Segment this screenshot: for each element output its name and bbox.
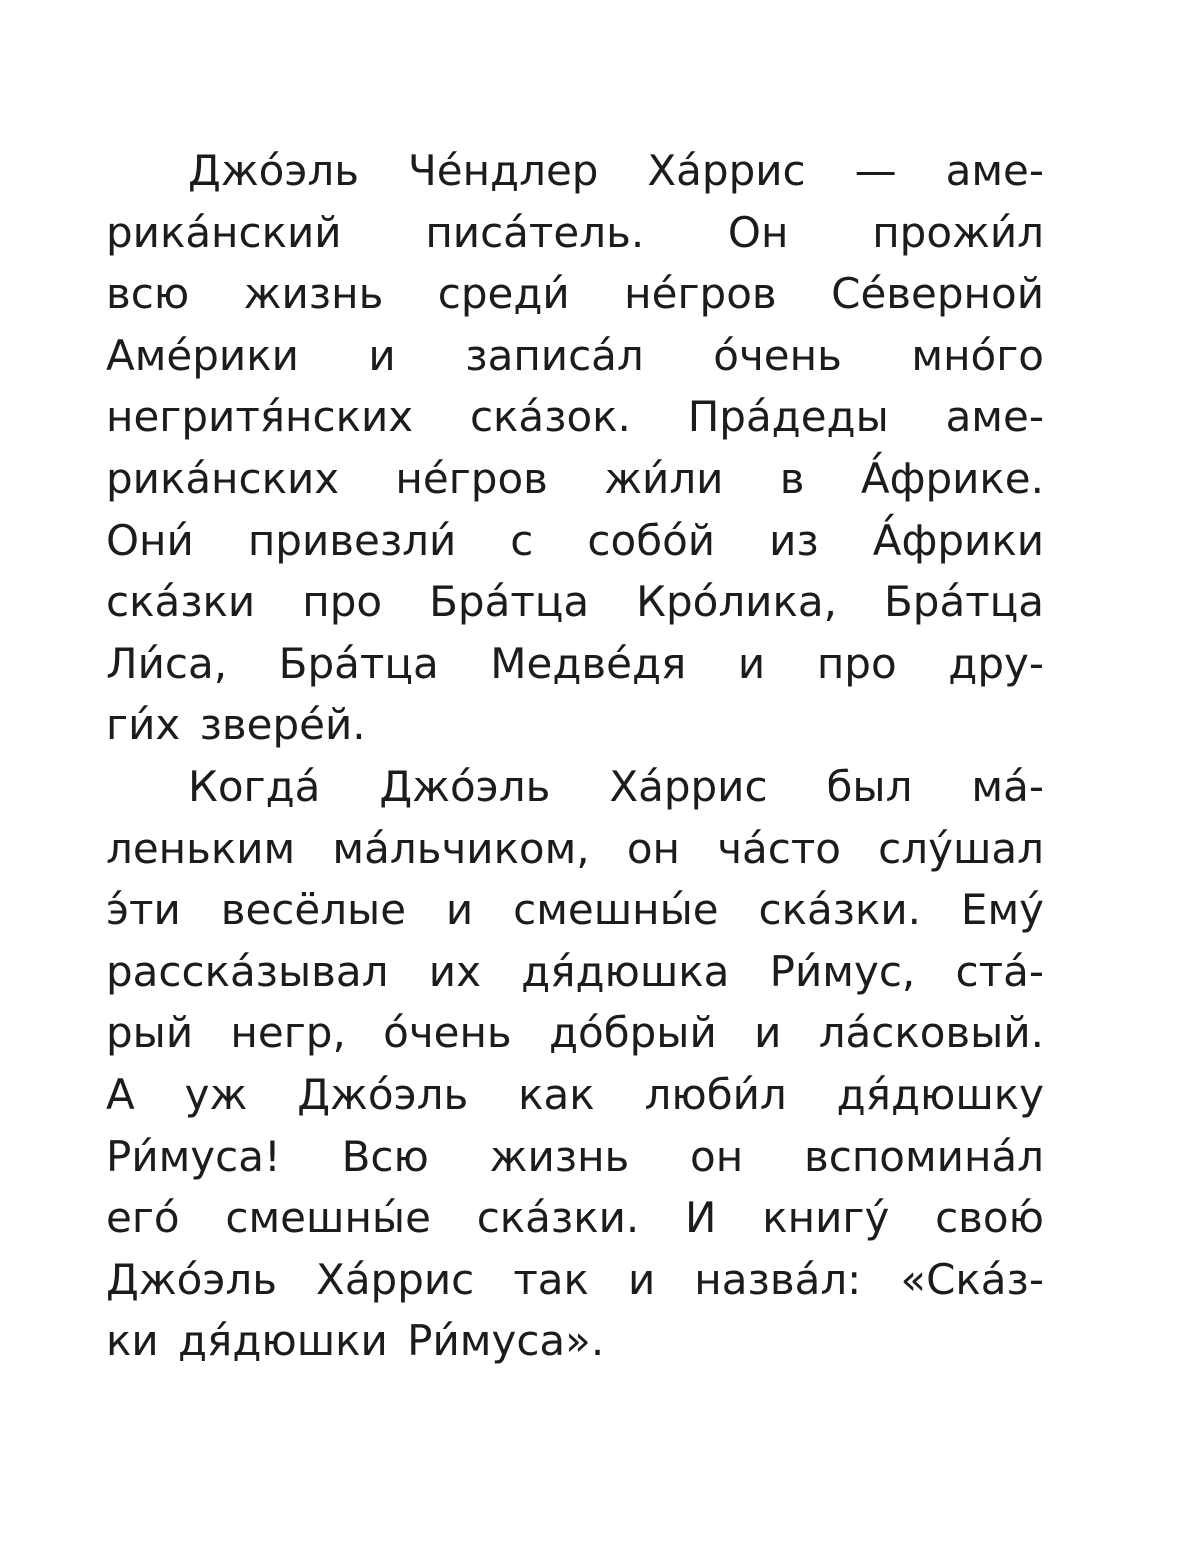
- text-line: рый негр, о́чень до́брый и ла́сковый.: [106, 1008, 1044, 1058]
- text-line: леньким ма́льчиком, он ча́сто слу́шал: [106, 823, 1044, 873]
- text-line: э́ти весёлые и смешны́е ска́зки. Ему́: [106, 885, 1044, 935]
- text-line: Аме́рики и записа́л о́чень мно́го: [106, 330, 1044, 380]
- text-line: Ли́са, Бра́тца Медве́дя и про дру-: [106, 638, 1044, 688]
- text-line: всю жизнь среди́ не́гров Се́верной: [106, 269, 1044, 319]
- text-line: рика́нских не́гров жи́ли в А́фрике.: [106, 453, 1044, 503]
- text-line: ги́х звере́й.: [106, 700, 366, 750]
- text-line: ки дя́дюшки Ри́муса».: [106, 1316, 605, 1366]
- text-line: Ри́муса! Всю жизнь он вспомина́л: [106, 1131, 1044, 1181]
- text-line: Когда́ Джо́эль Ха́ррис был ма́-: [188, 761, 1044, 811]
- text-line: ска́зки про Бра́тца Кро́лика, Бра́тца: [106, 577, 1044, 627]
- paragraph-2: [106, 756, 1044, 1372]
- text-line: расска́зывал их дя́дюшка Ри́мус, ста́-: [106, 946, 1044, 996]
- text-line: негритя́нских ска́зок. Пра́деды аме-: [106, 392, 1044, 442]
- text-line: его́ смешны́е ска́зки. И книгу́ свою́: [106, 1193, 1044, 1243]
- text-page: [106, 140, 1044, 1530]
- text-line: Джо́эль Ха́ррис так и назва́л: «Ска́з-: [106, 1254, 1044, 1304]
- text-line: Джо́эль Че́ндлер Ха́ррис — аме-: [188, 146, 1044, 195]
- paragraph-1: [106, 140, 1044, 756]
- text-line: А уж Джо́эль как люби́л дя́дюшку: [106, 1069, 1044, 1119]
- text-line: рика́нский писа́тель. Он прожи́л: [106, 207, 1044, 257]
- text-line: Они́ привезли́ с собо́й из А́фрики: [106, 515, 1044, 565]
